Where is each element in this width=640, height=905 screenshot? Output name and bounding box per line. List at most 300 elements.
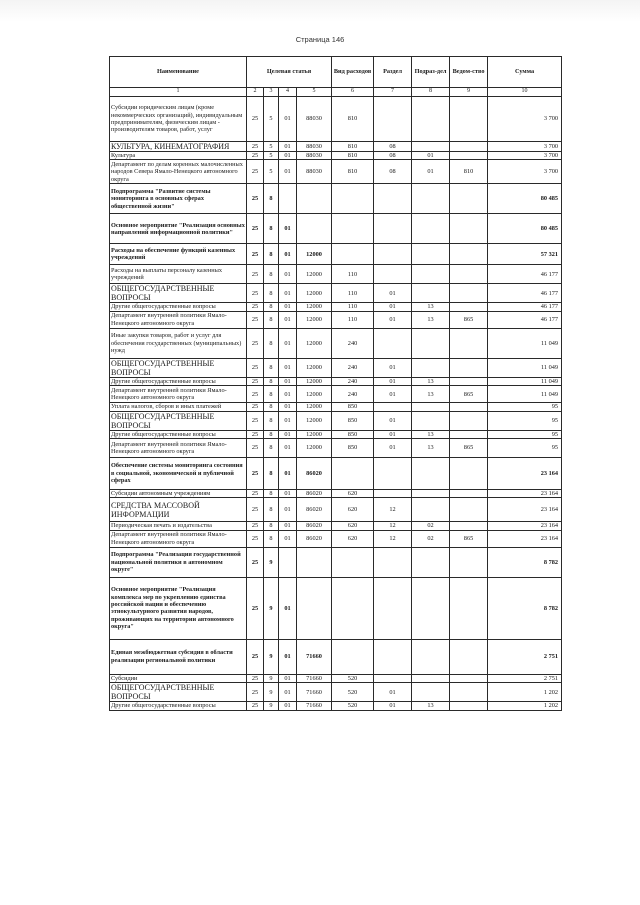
table-cell-subprogram: 8 [264,328,279,358]
table-cell-section: 01 [374,430,412,438]
table-cell-subsection: 13 [412,386,450,403]
table-cell-subprogram: 8 [264,522,279,530]
table-cell-subprogram: 9 [264,547,279,577]
table-cell-expense-type: 520 [332,674,374,682]
table-cell-sum: 1 202 [488,702,562,710]
table-cell-direction: 71660 [297,639,332,674]
table-cell-department [450,522,488,530]
table-cell-program: 25 [247,284,264,303]
table-cell-sum: 23 164 [488,458,562,490]
table-cell-measure: 01 [279,311,297,328]
table-cell-name: Основное мероприятие "Реализация основных направлений информационной политики" [110,214,247,244]
table-cell-name: Подпрограмма "Реализация государственной национальной политики в автономном округе" [110,547,247,577]
table-cell-measure: 01 [279,97,297,142]
column-number: 1 [110,88,247,97]
table-cell-expense-type: 240 [332,377,374,385]
table-cell-sum: 3 700 [488,152,562,160]
table-cell-department [450,358,488,377]
table-cell-section: 01 [374,386,412,403]
table-cell-direction: 88030 [297,152,332,160]
table-cell-section [374,577,412,639]
table-cell-direction: 12000 [297,328,332,358]
table-cell-direction: 12000 [297,430,332,438]
table-cell-department [450,411,488,430]
table-cell-sum: 80 485 [488,184,562,214]
table-cell-program: 25 [247,639,264,674]
table-cell-section: 12 [374,522,412,530]
table-cell-direction: 12000 [297,358,332,377]
table-row [110,430,562,438]
page-number-label: Страница 146 [295,35,345,44]
table-cell-program: 25 [247,674,264,682]
table-cell-program: 25 [247,683,264,702]
table-cell-subsection: 02 [412,530,450,547]
table-row [110,683,562,702]
table-row [110,547,562,577]
table-cell-expense-type: 620 [332,498,374,522]
table-row [110,142,562,152]
table-cell-section [374,244,412,265]
table-cell-subprogram: 9 [264,683,279,702]
table-cell-expense-type [332,639,374,674]
table-cell-measure: 01 [279,430,297,438]
table-cell-section [374,547,412,577]
table-cell-expense-type: 850 [332,403,374,411]
table-row [110,498,562,522]
table-cell-subsection: 13 [412,439,450,458]
table-cell-subsection: 13 [412,311,450,328]
table-cell-department [450,498,488,522]
table-row [110,358,562,377]
table-cell-subprogram: 9 [264,702,279,710]
table-cell-name: ОБЩЕГОСУДАРСТВЕННЫЕ ВОПРОСЫ [110,284,247,303]
table-cell-subsection: 13 [412,702,450,710]
table-cell-subprogram: 8 [264,311,279,328]
table-cell-program: 25 [247,152,264,160]
table-cell-subprogram: 8 [264,303,279,311]
scan-edge-shading [0,0,640,22]
table-row [110,152,562,160]
table-cell-department [450,303,488,311]
table-cell-program: 25 [247,311,264,328]
table-cell-sum: 2 751 [488,639,562,674]
table-cell-name: СРЕДСТВА МАССОВОЙ ИНФОРМАЦИИ [110,498,247,522]
table-cell-measure: 01 [279,411,297,430]
header-department: Ведом-ство [450,57,488,88]
table-cell-sum: 95 [488,430,562,438]
table-cell-subsection [412,214,450,244]
table-cell-sum: 3 700 [488,160,562,184]
header-expense-type: Вид расходов [332,57,374,88]
column-number: 10 [488,88,562,97]
table-cell-subsection [412,403,450,411]
table-cell-direction: 86020 [297,522,332,530]
table-cell-section [374,490,412,498]
table-cell-subsection [412,184,450,214]
table-cell-subsection [412,265,450,284]
table-cell-expense-type: 620 [332,530,374,547]
table-cell-program: 25 [247,386,264,403]
table-cell-sum: 3 700 [488,97,562,142]
table-cell-name: ОБЩЕГОСУДАРСТВЕННЫЕ ВОПРОСЫ [110,358,247,377]
table-cell-measure: 01 [279,522,297,530]
table-cell-program: 25 [247,358,264,377]
table-cell-direction: 88030 [297,160,332,184]
column-number: 7 [374,88,412,97]
table-cell-sum: 46 177 [488,311,562,328]
table-cell-name: ОБЩЕГОСУДАРСТВЕННЫЕ ВОПРОСЫ [110,683,247,702]
table-cell-program: 25 [247,97,264,142]
column-number: 9 [450,88,488,97]
table-cell-section: 01 [374,377,412,385]
column-number: 6 [332,88,374,97]
table-cell-direction: 12000 [297,386,332,403]
table-cell-section [374,265,412,284]
table-cell-direction: 71660 [297,702,332,710]
table-cell-direction: 88030 [297,142,332,152]
table-cell-section [374,97,412,142]
table-cell-department [450,97,488,142]
table-cell-department [450,377,488,385]
table-cell-measure: 01 [279,160,297,184]
table-cell-name: Подпрограмма "Развитие системы мониторинга в основных сферах общественной жизни" [110,184,247,214]
table-cell-expense-type: 620 [332,522,374,530]
header-name: Наименование [110,57,247,88]
table-cell-department: 865 [450,311,488,328]
table-cell-direction: 12000 [297,377,332,385]
table-cell-subprogram: 8 [264,265,279,284]
table-cell-measure: 01 [279,403,297,411]
table-cell-direction [297,577,332,639]
table-cell-subprogram: 8 [264,184,279,214]
table-cell-section [374,214,412,244]
table-cell-sum: 57 321 [488,244,562,265]
table-cell-name: ОБЩЕГОСУДАРСТВЕННЫЕ ВОПРОСЫ [110,411,247,430]
table-cell-subprogram: 8 [264,403,279,411]
table-cell-direction [297,547,332,577]
table-cell-sum: 11 049 [488,386,562,403]
table-cell-name: Другие общегосударственные вопросы [110,430,247,438]
table-cell-sum: 8 782 [488,547,562,577]
table-cell-subsection [412,639,450,674]
budget-table [109,56,562,711]
table-cell-section [374,674,412,682]
table-row [110,377,562,385]
table-cell-subprogram: 9 [264,577,279,639]
table-cell-subsection [412,458,450,490]
table-cell-department [450,244,488,265]
table-cell-measure: 01 [279,702,297,710]
table-cell-sum: 23 164 [488,498,562,522]
column-number: 8 [412,88,450,97]
table-cell-section: 01 [374,303,412,311]
table-cell-department [450,184,488,214]
table-cell-expense-type: 850 [332,411,374,430]
table-cell-expense-type: 110 [332,284,374,303]
table-cell-department [450,702,488,710]
table-cell-expense-type: 810 [332,152,374,160]
table-cell-measure: 01 [279,303,297,311]
header-sum: Сумма [488,57,562,88]
table-cell-program: 25 [247,244,264,265]
table-row [110,490,562,498]
table-cell-name: Другие общегосударственные вопросы [110,303,247,311]
table-cell-direction: 12000 [297,403,332,411]
table-cell-direction: 12000 [297,244,332,265]
table-cell-measure: 01 [279,639,297,674]
table-cell-name: Другие общегосударственные вопросы [110,702,247,710]
table-cell-department: 865 [450,530,488,547]
table-cell-subsection: 01 [412,160,450,184]
table-cell-program: 25 [247,547,264,577]
table-cell-expense-type [332,244,374,265]
header-target: Целевая статья [247,57,332,88]
table-cell-department: 865 [450,439,488,458]
table-cell-name: Периодическая печать и издательства [110,522,247,530]
table-cell-subprogram: 8 [264,439,279,458]
table-cell-section: 08 [374,142,412,152]
table-cell-subsection [412,683,450,702]
table-cell-program: 25 [247,577,264,639]
table-cell-program: 25 [247,160,264,184]
table-row [110,411,562,430]
table-cell-program: 25 [247,411,264,430]
table-cell-sum: 23 164 [488,530,562,547]
table-cell-sum: 95 [488,411,562,430]
table-cell-direction [297,184,332,214]
table-cell-sum: 11 049 [488,358,562,377]
table-cell-department [450,403,488,411]
table-cell-direction: 88030 [297,97,332,142]
table-row [110,244,562,265]
table-cell-measure: 01 [279,214,297,244]
table-cell-subprogram: 8 [264,214,279,244]
table-cell-sum: 23 164 [488,522,562,530]
table-cell-subprogram: 5 [264,97,279,142]
table-cell-measure: 01 [279,152,297,160]
table-cell-expense-type [332,577,374,639]
table-cell-department [450,284,488,303]
table-cell-direction: 71660 [297,674,332,682]
table-row [110,702,562,710]
table-cell-section: 01 [374,284,412,303]
table-cell-subsection [412,411,450,430]
table-cell-name: Субсидии [110,674,247,682]
table-cell-expense-type: 810 [332,97,374,142]
table-cell-department [450,490,488,498]
table-cell-expense-type [332,214,374,244]
table-row [110,674,562,682]
table-cell-program: 25 [247,142,264,152]
table-cell-program: 25 [247,214,264,244]
table-row [110,530,562,547]
table-row [110,184,562,214]
table-cell-subprogram: 8 [264,284,279,303]
table-cell-name: КУЛЬТУРА, КИНЕМАТОГРАФИЯ [110,142,247,152]
table-cell-sum: 11 049 [488,377,562,385]
table-cell-name: Единая межбюджетная субсидия в области реализации региональной политики [110,639,247,674]
table-cell-sum: 80 485 [488,214,562,244]
table-cell-measure: 01 [279,377,297,385]
table-cell-measure: 01 [279,142,297,152]
table-cell-department [450,639,488,674]
table-cell-expense-type [332,547,374,577]
table-cell-name: Департамент внутренней политики Ямало-Ненецкого автономного округа [110,439,247,458]
table-cell-program: 25 [247,702,264,710]
table-cell-section: 01 [374,411,412,430]
table-row [110,458,562,490]
table-cell-program: 25 [247,377,264,385]
table-cell-name: Другие общегосударственные вопросы [110,377,247,385]
table-row [110,284,562,303]
table-cell-section: 12 [374,498,412,522]
table-cell-measure: 01 [279,265,297,284]
table-row [110,328,562,358]
header-subsection: Подраз-дел [412,57,450,88]
table-cell-direction: 86020 [297,498,332,522]
table-cell-name: Департамент внутренней политики Ямало-Ненецкого автономного округа [110,311,247,328]
table-cell-section: 01 [374,439,412,458]
table-cell-program: 25 [247,439,264,458]
table-cell-expense-type: 110 [332,265,374,284]
table-cell-measure: 01 [279,498,297,522]
table-cell-expense-type: 850 [332,430,374,438]
table-cell-subprogram: 8 [264,430,279,438]
table-cell-subsection [412,547,450,577]
table-cell-expense-type: 110 [332,303,374,311]
table-cell-subsection [412,328,450,358]
column-number: 5 [297,88,332,97]
column-number-row [110,88,562,97]
table-cell-subprogram: 9 [264,674,279,682]
table-cell-section [374,403,412,411]
table-row [110,160,562,184]
table-row [110,303,562,311]
table-cell-subsection: 01 [412,152,450,160]
table-cell-subsection [412,142,450,152]
table-cell-department [450,577,488,639]
table-cell-program: 25 [247,403,264,411]
table-cell-subprogram: 8 [264,490,279,498]
table-cell-program: 25 [247,458,264,490]
table-cell-measure: 01 [279,358,297,377]
table-cell-name: Департамент внутренней политики Ямало-Ненецкого автономного округа [110,386,247,403]
table-cell-sum: 3 700 [488,142,562,152]
table-cell-subprogram: 8 [264,498,279,522]
table-cell-section: 08 [374,160,412,184]
table-cell-measure: 01 [279,490,297,498]
table-cell-direction: 12000 [297,265,332,284]
table-cell-name: Департамент внутренней политики Ямало-Ненецкого автономного округа [110,530,247,547]
table-cell-name: Уплата налогов, сборов и иных платежей [110,403,247,411]
table-cell-subsection [412,490,450,498]
table-cell-direction [297,214,332,244]
table-cell-expense-type: 110 [332,311,374,328]
table-cell-department [450,547,488,577]
table-cell-department [450,152,488,160]
table-cell-measure: 01 [279,458,297,490]
table-cell-measure [279,547,297,577]
table-cell-section: 01 [374,358,412,377]
table-cell-sum: 46 177 [488,303,562,311]
table-row [110,522,562,530]
table-cell-expense-type: 810 [332,142,374,152]
table-cell-subsection [412,244,450,265]
table-cell-direction: 12000 [297,311,332,328]
table-row [110,639,562,674]
table-cell-expense-type [332,184,374,214]
table-cell-program: 25 [247,530,264,547]
table-cell-expense-type: 240 [332,358,374,377]
table-cell-name: Обеспечение системы мониторинга состояния в социальной, экономической и публичной сферах [110,458,247,490]
table-cell-program: 25 [247,184,264,214]
table-cell-subsection [412,284,450,303]
table-cell-direction: 86020 [297,530,332,547]
table-cell-measure: 01 [279,439,297,458]
table-cell-direction: 12000 [297,411,332,430]
table-cell-sum: 95 [488,403,562,411]
table-cell-subsection [412,358,450,377]
table-cell-sum: 23 164 [488,490,562,498]
table-cell-department [450,430,488,438]
table-cell-subsection: 13 [412,430,450,438]
table-cell-program: 25 [247,328,264,358]
table-row [110,265,562,284]
table-cell-subsection: 02 [412,522,450,530]
table-row [110,311,562,328]
table-cell-program: 25 [247,303,264,311]
table-cell-direction: 12000 [297,284,332,303]
table-cell-name: Культура [110,152,247,160]
table-cell-expense-type: 240 [332,386,374,403]
table-row [110,439,562,458]
table-cell-direction: 71660 [297,683,332,702]
table-cell-subsection [412,498,450,522]
table-cell-subprogram: 8 [264,411,279,430]
table-cell-subprogram: 8 [264,386,279,403]
header-row [110,57,562,88]
table-cell-direction: 12000 [297,303,332,311]
table-cell-measure [279,184,297,214]
table-cell-subprogram: 8 [264,458,279,490]
table-cell-name: Основное мероприятие "Реализация комплекса мер по укреплению единства российской нации и обеспечению этнокультурного развития народов, проживающих на территории автономного округа" [110,577,247,639]
table-cell-subprogram: 8 [264,358,279,377]
table-cell-program: 25 [247,430,264,438]
table-cell-sum: 95 [488,439,562,458]
table-cell-department [450,458,488,490]
table-cell-name: Субсидии автономным учреждениям [110,490,247,498]
table-cell-name: Расходы на выплаты персоналу казенных учреждений [110,265,247,284]
table-cell-name: Департамент по делам коренных малочисленных народов Севера Ямало-Ненецкого автономного округа [110,160,247,184]
budget-table-body [110,97,562,711]
table-cell-direction: 86020 [297,490,332,498]
table-cell-expense-type [332,458,374,490]
table-cell-department [450,683,488,702]
column-number: 3 [264,88,279,97]
table-cell-subprogram: 5 [264,142,279,152]
table-row [110,214,562,244]
table-cell-sum: 8 782 [488,577,562,639]
table-cell-department [450,265,488,284]
table-cell-subprogram: 8 [264,244,279,265]
table-cell-program: 25 [247,265,264,284]
table-cell-program: 25 [247,522,264,530]
table-cell-expense-type: 810 [332,160,374,184]
table-cell-section [374,184,412,214]
table-cell-direction: 86020 [297,458,332,490]
table-cell-measure: 01 [279,386,297,403]
table-row [110,577,562,639]
